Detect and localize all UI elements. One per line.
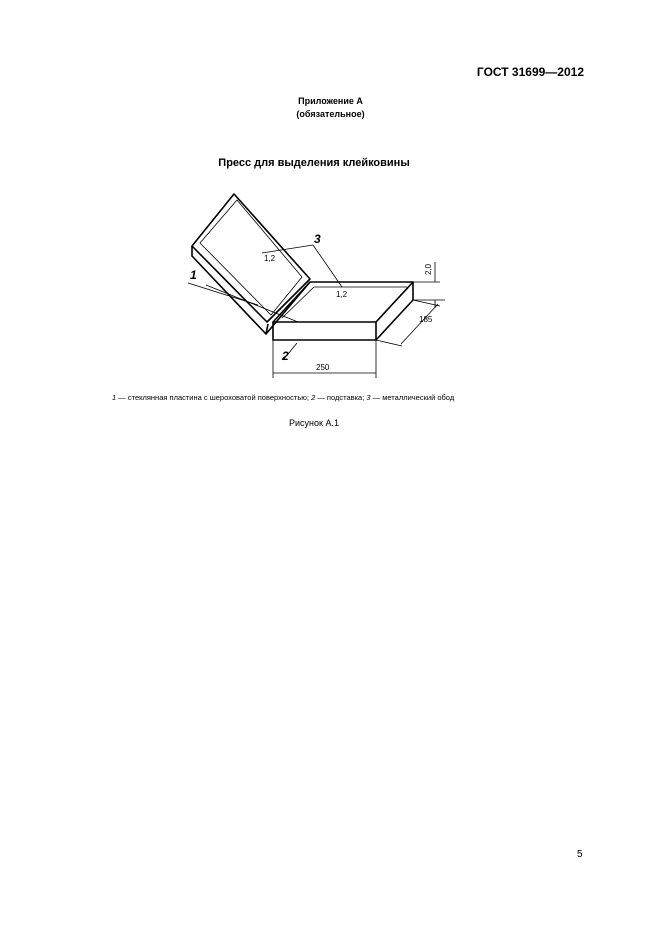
dim-height: 2,0 bbox=[424, 263, 433, 275]
figure-caption: Рисунок А.1 bbox=[289, 418, 339, 428]
callout-2: 2 bbox=[282, 349, 289, 363]
appendix-status: (обязательное) bbox=[296, 109, 365, 119]
dim-width: 185 bbox=[419, 315, 433, 324]
document-header: ГОСТ 31699—2012 bbox=[476, 65, 584, 79]
figure-legend: 1 — стеклянная пластина с шероховатой поверхностью; 2 — подставка; 3 — металлический обод bbox=[112, 393, 455, 402]
dim-thickness-upper: 1,2 bbox=[264, 254, 276, 263]
page-number: 5 bbox=[577, 849, 583, 860]
dim-thickness-lower: 1,2 bbox=[336, 290, 348, 299]
callout-3: 3 bbox=[314, 232, 321, 246]
appendix-title: Приложение А bbox=[298, 96, 363, 106]
lid-block bbox=[192, 194, 310, 334]
figure-title: Пресс для выделения клейковины bbox=[218, 157, 410, 169]
dim-length: 250 bbox=[316, 363, 330, 372]
callout-1: 1 bbox=[190, 268, 197, 282]
